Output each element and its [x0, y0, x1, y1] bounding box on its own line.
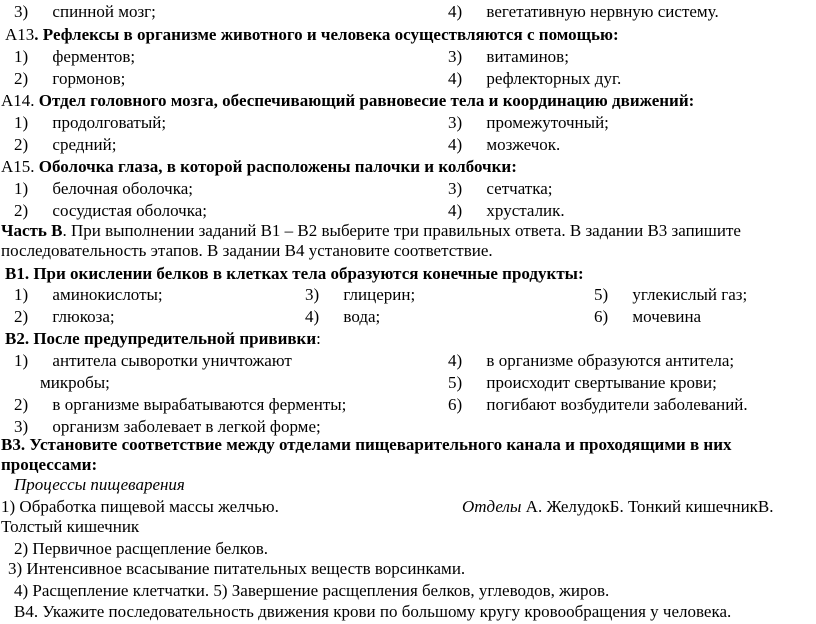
option-text: мочевина [632, 307, 702, 326]
option-text: аминокислоты; [52, 285, 163, 304]
option-text: хрусталик. [486, 201, 565, 220]
option-text: витаминов; [486, 47, 569, 66]
a13-opt3 [448, 46, 569, 68]
option-number: 1) [14, 47, 29, 66]
part-b-text-2: последовательность этапов. В задании В4 установите соответствие. [1, 241, 493, 260]
option-text: антитела сыворотки уничтожают [52, 351, 292, 370]
option-text: рефлекторных дуг. [486, 69, 622, 88]
option-text: белочная оболочка; [52, 179, 193, 198]
option-text: сетчатка; [486, 179, 553, 198]
option-text: в организме образуются антитела; [486, 351, 735, 370]
option-number: 2) [14, 395, 29, 414]
option-number: 2) [14, 69, 29, 88]
part-b-text-1: . При выполнении заданий В1 – В2 выберите три правильных ответа. В задании В3 запишите [62, 221, 741, 240]
option-number: 4) [448, 135, 463, 154]
option-text: организм заболевает в легкой форме; [52, 417, 321, 436]
option-text: мозжечок. [486, 135, 561, 154]
b3-departments [462, 496, 774, 518]
b1-opt6 [594, 306, 701, 328]
departments-list: А. ЖелудокБ. Тонкий кишечникВ. [521, 497, 774, 516]
option-text: глицерин; [343, 285, 416, 304]
a15-opt2 [14, 200, 207, 222]
b2-opt5 [448, 372, 717, 394]
option-number: 5) [448, 373, 463, 392]
question-a13 [5, 24, 619, 46]
option-text: углекислый газ; [632, 285, 748, 304]
b1-opt4 [305, 306, 380, 328]
a15-opt3 [448, 178, 553, 200]
option-text: глюкоза; [52, 307, 115, 326]
question-text: Оболочка глаза, в которой расположены палочки и колбочки: [38, 157, 517, 176]
part-b-intro [1, 220, 741, 242]
a15-opt4 [448, 200, 565, 222]
option-text: ферментов; [52, 47, 136, 66]
option-text: вода; [343, 307, 381, 326]
b3-item-4-5: 4) Расщепление клетчатки. 5) Завершение расщепления белков, углеводов, жиров. [14, 581, 610, 600]
option-text: промежуточный; [486, 113, 609, 132]
a14-opt4 [448, 134, 560, 156]
option-text: погибают возбудители заболеваний. [486, 395, 748, 414]
question-b3-line2: процессами: [1, 455, 98, 474]
a15-opt1 [14, 178, 193, 200]
b1-opt5 [594, 284, 747, 306]
question-b3-line1: В3. Установите соответствие между отделами пищеварительного канала и проходящими в них [1, 435, 732, 454]
option-number: 2) [14, 201, 29, 220]
option-number: 1) [14, 285, 29, 304]
option-number: 3) [305, 285, 320, 304]
part-b-label: Часть В [1, 221, 63, 240]
option-number: 4) [448, 201, 463, 220]
option-number: 3) [14, 417, 29, 436]
b1-opt3 [305, 284, 415, 306]
b3-item-3: 3) Интенсивное всасывание питательных веществ ворсинками. [8, 559, 466, 578]
b3-item-1: 1) Обработка пищевой массы желчью. [1, 497, 279, 516]
a13-opt1 [14, 46, 135, 68]
option-number: 2) [14, 135, 29, 154]
option-number: 2) [14, 307, 29, 326]
option-text: в организме вырабатываются ферменты; [52, 395, 347, 414]
question-number: А15. [1, 157, 35, 176]
b2-opt1-cont: микробы; [40, 373, 110, 392]
option-number: 5) [594, 285, 609, 304]
option-number: 1) [14, 179, 29, 198]
option-text: гормонов; [52, 69, 126, 88]
b3-departments-cont: Толстый кишечник [1, 517, 140, 536]
a14-opt1 [14, 112, 166, 134]
option-number: 3) [448, 113, 463, 132]
question-b1: В1. При окислении белков в клетках тела образуются конечные продукты: [5, 264, 584, 283]
option-text: происходит свертывание крови; [486, 373, 717, 392]
option-text: вегетативную нервную систему. [486, 2, 719, 21]
option-number: 4) [448, 69, 463, 88]
question-number: А13 [5, 25, 35, 44]
option-number: 4) [448, 2, 463, 21]
b1-opt2 [14, 306, 115, 328]
a14-opt3 [448, 112, 609, 134]
option-text: сосудистая оболочка; [52, 201, 207, 220]
a13-opt4 [448, 68, 621, 90]
b2-opt2 [14, 394, 346, 416]
question-number: А14. [1, 91, 35, 110]
processes-title: Процессы пищеварения [14, 475, 185, 494]
a12-opt3 [14, 1, 156, 23]
b2-opt1 [14, 350, 292, 372]
option-text: средний; [52, 135, 117, 154]
option-number: 4) [448, 351, 463, 370]
b1-opt1 [14, 284, 163, 306]
option-text: спинной мозг; [52, 2, 156, 21]
question-text: В2. После предупредительной прививки [5, 329, 317, 348]
question-a14 [1, 90, 694, 112]
question-colon: : [316, 329, 321, 348]
question-a15 [1, 156, 517, 178]
option-number: 3) [448, 179, 463, 198]
option-text: продолговатый; [52, 113, 167, 132]
question-text: Отдел головного мозга, обеспечивающий равновесие тела и координацию движений: [38, 91, 695, 110]
option-number: 4) [305, 307, 320, 326]
option-number: 3) [14, 2, 29, 21]
option-number: 1) [14, 113, 29, 132]
departments-label: Отделы [462, 497, 522, 516]
b2-opt4 [448, 350, 734, 372]
question-b4: В4. Укажите последовательность движения крови по большому кругу кровообращения у человека. [14, 602, 732, 621]
a12-opt4 [448, 1, 719, 23]
question-b2 [5, 328, 321, 350]
a13-opt2 [14, 68, 125, 90]
option-number: 6) [594, 307, 609, 326]
option-number: 6) [448, 395, 463, 414]
b2-opt6 [448, 394, 748, 416]
b3-item-2: 2) Первичное расщепление белков. [14, 539, 268, 558]
option-number: 3) [448, 47, 463, 66]
option-number: 1) [14, 351, 29, 370]
a14-opt2 [14, 134, 116, 156]
question-text: . Рефлексы в организме животного и человека осуществляются с помощью: [34, 25, 619, 44]
